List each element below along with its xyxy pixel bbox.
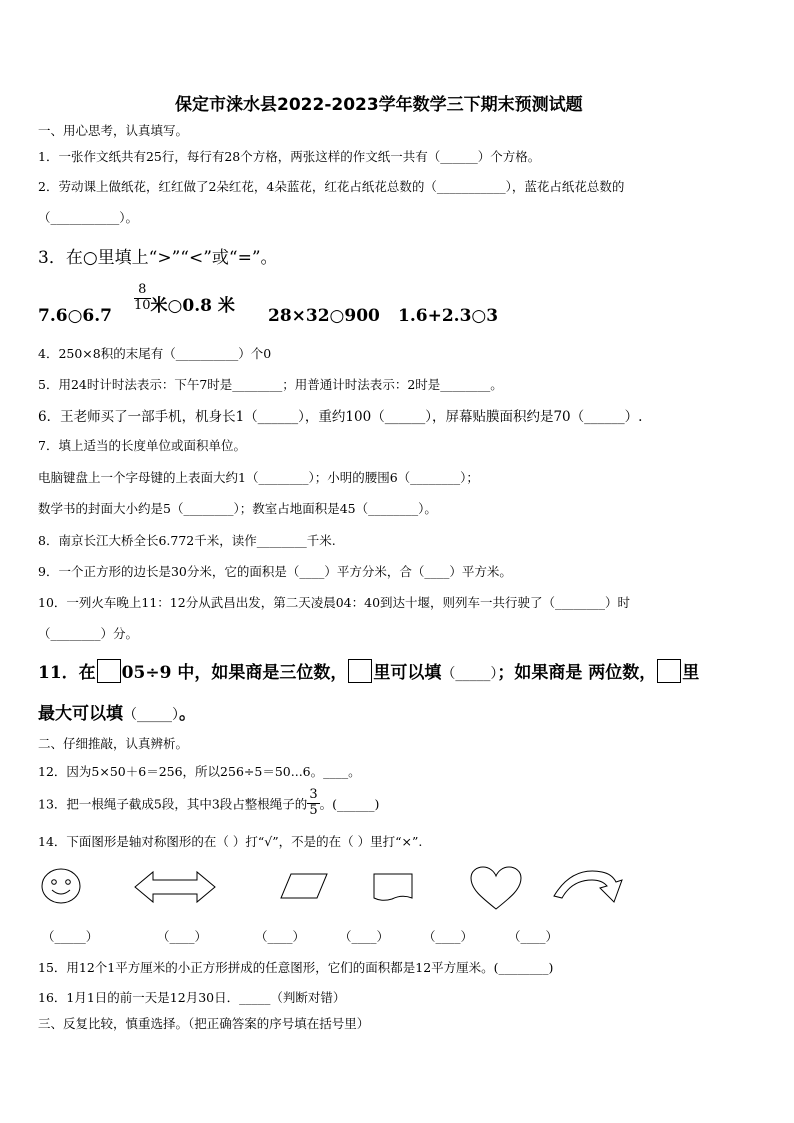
question-2-line-2: （___________）。 <box>38 210 139 225</box>
section-2-heading: 二、仔细推敲，认真辨析。 <box>38 736 189 751</box>
fraction-denominator: 5 <box>309 802 318 818</box>
fraction-denominator: 10 <box>134 297 151 313</box>
smiley-face-figure <box>40 867 84 907</box>
answer-blank-2: （____） <box>157 929 208 944</box>
question-11-part-b: 05÷9 中，如果商是三位数， <box>121 663 348 683</box>
question-2-line-1: 2．劳动课上做纸花，红红做了2朵红花，4朵蓝花，红花占纸花总数的（___________），蓝花占纸花总数的 <box>38 179 625 194</box>
question-13-blank: 。(______) <box>319 796 380 812</box>
double-arrow-figure <box>133 868 217 906</box>
section-1-heading: 一、用心思考，认真填写。 <box>38 123 189 138</box>
question-11-line-1 <box>38 658 699 683</box>
section-3-heading: 三、反复比较，慎重选择。（把正确答案的序号填在括号里） <box>38 1016 370 1031</box>
question-10-line-2: （________）分。 <box>38 626 139 641</box>
question-1: 1．一张作文纸共有25行，每行有28个方格，两张这样的作文纸一共有（______）个方格。 <box>38 149 541 164</box>
question-11-part-a: 11．在 <box>38 663 96 683</box>
answer-blank-3: （____） <box>255 929 306 944</box>
question-10-line-1: 10．一列火车晚上11：12分从武昌出发，第二天凌晨04：40到达十堰，则列车一共行驶了（________）时 <box>38 595 631 610</box>
question-8: 8．南京长江大桥全长6.772千米，读作________千米. <box>38 533 336 548</box>
question-13-text: 13．把一根绳子截成5段，其中3段占整根绳子的 <box>38 796 308 812</box>
question-3-item-d: 1.6+2.3○3 <box>398 306 499 326</box>
question-14: 14．下面图形是轴对称图形的在（ ）打“√”，不是的在（ ）里打“×”. <box>38 834 423 849</box>
question-9: 9．一个正方形的边长是30分米，它的面积是（____）平方分米，合（____）平方米。 <box>38 564 512 579</box>
question-11-line-2-c: 。 <box>179 704 196 724</box>
question-11-line-2-a: 最大可以填 <box>38 704 123 724</box>
heart-figure <box>469 865 523 911</box>
question-3-item-b-rest: 米○0.8 米 <box>150 295 235 316</box>
question-3-item-b <box>134 283 235 316</box>
answer-blank-6: （____） <box>508 929 559 944</box>
page-title: 保定市涞水县2022-2023学年数学三下期末预测试题 <box>175 95 583 115</box>
fraction-numerator: 3 <box>309 787 318 802</box>
question-7-line-1: 电脑键盘上一个字母键的上表面大约1（________）；小明的腰围6（________）； <box>38 470 479 485</box>
answer-box <box>348 659 372 683</box>
question-13 <box>38 788 379 819</box>
question-4: 4．250×8积的末尾有（__________）个0 <box>38 346 272 361</box>
question-3-item-c: 28×32○900 <box>268 306 380 326</box>
answer-blank-5: （____） <box>423 929 474 944</box>
flag-shape-figure <box>372 872 414 902</box>
answer-blank-4: （____） <box>339 929 390 944</box>
curved-arrow-figure <box>552 862 632 906</box>
question-3-item-a: 7.6○6.7 <box>38 306 112 326</box>
answer-blank-1: （_____） <box>42 929 99 944</box>
answer-box <box>97 659 121 683</box>
question-11-part-d: ；如果商是 两位数， <box>497 663 657 683</box>
question-11-blank-1: （_____） <box>441 666 498 682</box>
question-11-blank-2: （_____） <box>123 707 179 723</box>
answer-box <box>657 659 681 683</box>
question-16: 16．1月1日的前一天是12月30日．_____（判断对错） <box>38 990 346 1005</box>
question-3-prompt: 3．在○里填上“>”“<”或“=”。 <box>38 248 278 268</box>
parallelogram-figure <box>279 872 329 900</box>
fraction-numerator: 8 <box>134 283 151 299</box>
question-7-line-2: 数学书的封面大小约是5（________）；教室占地面积是45（________）。 <box>38 501 437 516</box>
question-12: 12．因为5×50＋6＝256，所以256÷5＝50...6。____。 <box>38 764 361 779</box>
question-11-part-c: 里可以填 <box>373 663 442 683</box>
question-7: 7．填上适当的长度单位或面积单位。 <box>38 438 246 453</box>
question-5: 5．用24时计时法表示：下午7时是________；用普通计时法表示：2时是________。 <box>38 377 503 392</box>
question-15: 15．用12个1平方厘米的小正方形拼成的任意图形，它们的面积都是12平方厘米。(________) <box>38 960 554 975</box>
question-6: 6．王老师买了一部手机，机身长1（______），重约100（______），屏幕贴膜面积约是70（______）. <box>38 409 643 425</box>
question-11-line-2 <box>38 699 196 724</box>
question-11-part-e: 里 <box>682 663 700 683</box>
